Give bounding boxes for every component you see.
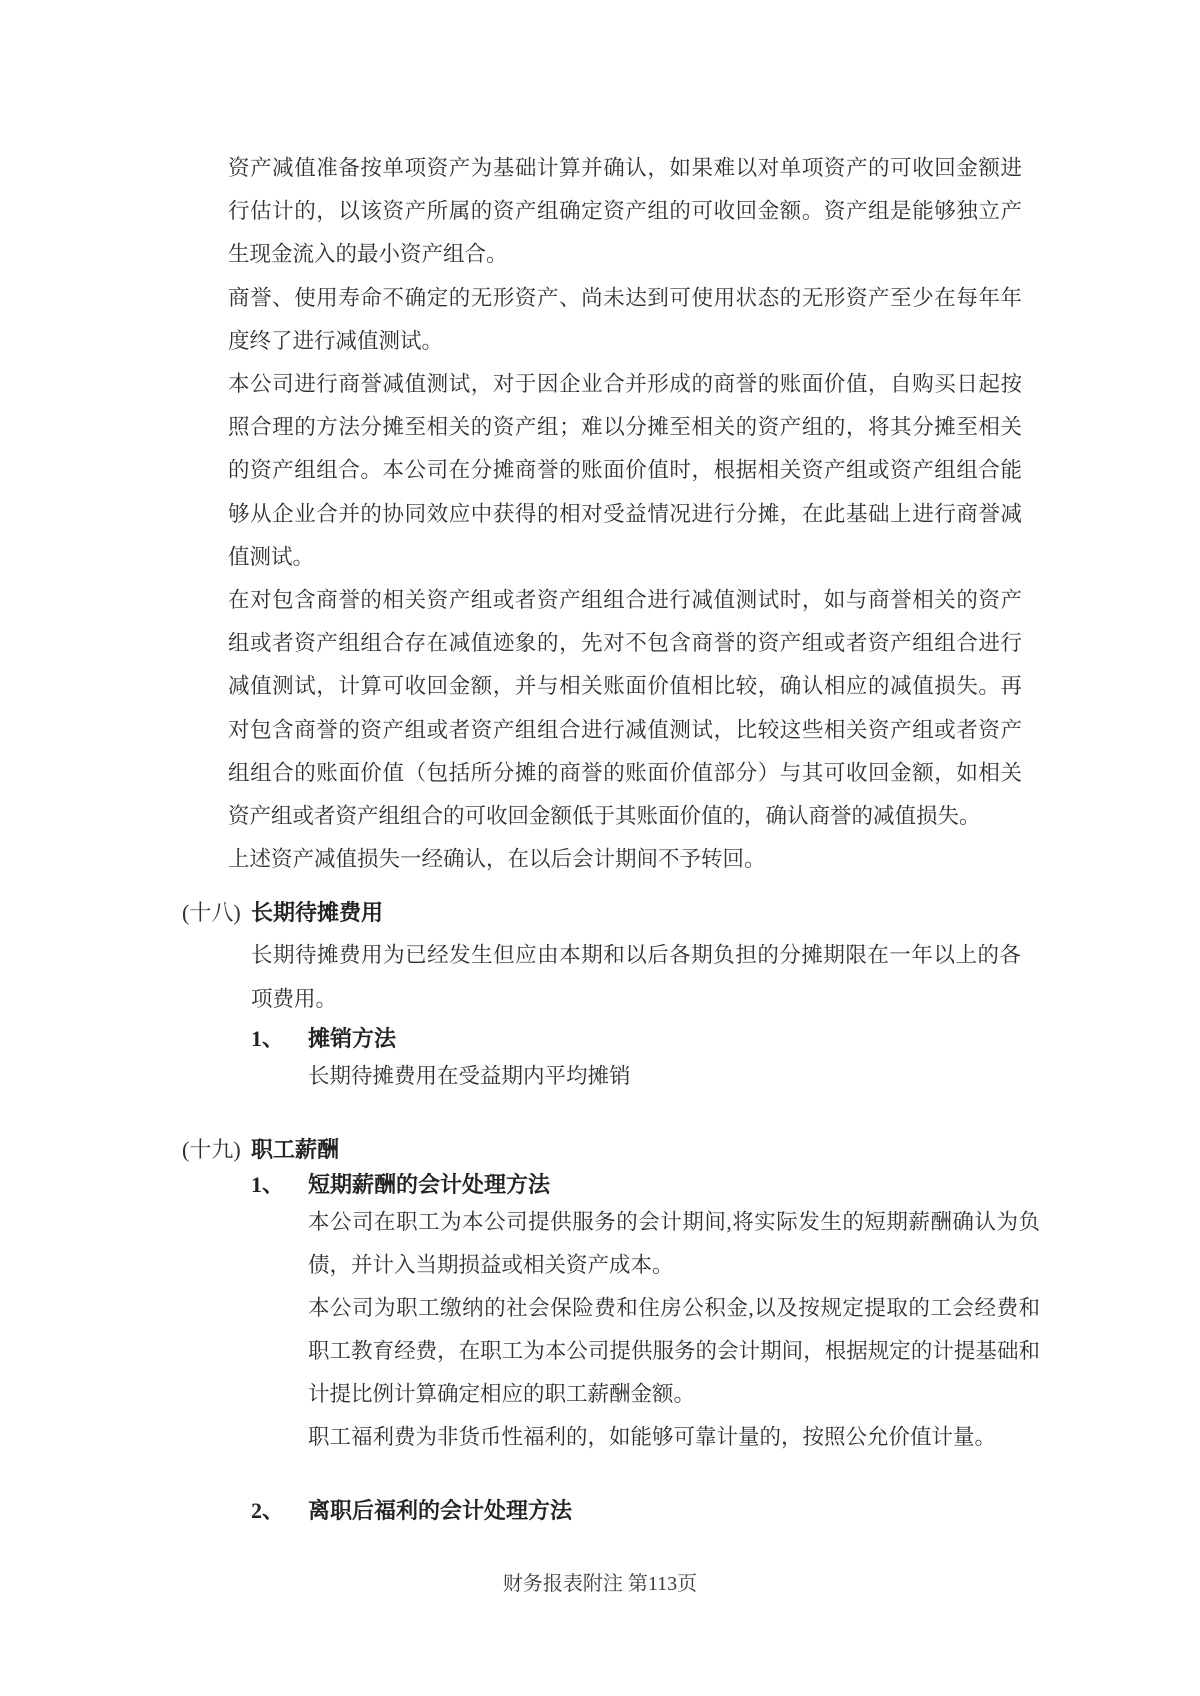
- item-short-term-compensation: [251, 1169, 1200, 1459]
- item-heading: [251, 1023, 1200, 1055]
- item-post-employment-benefits: [251, 1495, 1200, 1527]
- item-heading: [251, 1495, 1200, 1527]
- impairment-paragraphs: [228, 147, 1022, 881]
- item-body: [308, 1055, 1040, 1098]
- item-title: 离职后福利的会计处理方法: [308, 1497, 573, 1523]
- paragraph-short-term-recognition: 本公司在职工为本公司提供服务的会计期间,将实际发生的短期薪酬确认为负债，并计入当期损益或相关资产成本。: [308, 1209, 1040, 1277]
- paragraph-goodwill-annual-test: 商誉、使用寿命不确定的无形资产、尚未达到可使用状态的无形资产至少在每年年度终了进行减值测试。: [228, 285, 1022, 353]
- item-amortization-method: [251, 1023, 1200, 1098]
- section-body: [251, 934, 1021, 1020]
- item-number: 2、: [251, 1497, 285, 1523]
- paragraph-deferred-expense-definition: 长期待摊费用为已经发生但应由本期和以后各期负担的分摊期限在一年以上的各项费用。: [251, 943, 1021, 1011]
- item-heading: [251, 1169, 1200, 1201]
- section-employee-compensation: [182, 1133, 1200, 1527]
- footer-text: 财务报表附注 第113页: [502, 1573, 698, 1595]
- section-heading: [182, 1133, 1200, 1167]
- item-title: 摊销方法: [308, 1025, 397, 1051]
- paragraph-social-insurance: 本公司为职工缴纳的社会保险费和住房公积金,以及按规定提取的工会经费和职工教育经费，在职工为本公司提供服务的会计期间，根据规定的计提基础和计提比例计算确定相应的职工薪酬金额。: [308, 1295, 1040, 1406]
- section-heading: [182, 896, 1200, 930]
- page-footer: [0, 1570, 1200, 1598]
- paragraph-amortization-rule: 长期待摊费用在受益期内平均摊销: [308, 1063, 631, 1088]
- section-number: (十八): [182, 900, 241, 926]
- section-title: 长期待摊费用: [251, 900, 384, 926]
- section-long-term-deferred-expenses: [182, 896, 1200, 1097]
- paragraph-no-reversal: 上述资产减值损失一经确认，在以后会计期间不予转回。: [228, 847, 766, 872]
- paragraph-goodwill-test-procedure: 在对包含商誉的相关资产组或者资产组组合进行减值测试时，如与商誉相关的资产组或者资产组组合存在减值迹象的，先对不包含商誉的资产组或者资产组组合进行减值测试，计算可收回金额，并与相关账面价值相比较，确认相应的减值损失。再对包含商誉的资产组或者资产组组合进行减值测试，比较这些相关资产组或者资产组组合的账面价值（包括所分摊的商誉的账面价值部分）与其可收回金额，如相关资产组或者资产组组合的可收回金额低于其账面价值的，确认商誉的减值损失。: [228, 588, 1022, 829]
- section-title: 职工薪酬: [251, 1136, 340, 1162]
- paragraph-nonmonetary-welfare: 职工福利费为非货币性福利的，如能够可靠计量的，按照公允价值计量。: [308, 1424, 997, 1449]
- item-title: 短期薪酬的会计处理方法: [308, 1171, 551, 1197]
- paragraph-goodwill-allocation: 本公司进行商誉减值测试，对于因企业合并形成的商誉的账面价值，自购买日起按照合理的方法分摊至相关的资产组；难以分摊至相关的资产组的，将其分摊至相关的资产组组合。本公司在分摊商誉的账面价值时，根据相关资产组或资产组组合能够从企业合并的协同效应中获得的相对受益情况进行分摊，在此基础上进行商誉减值测试。: [228, 372, 1022, 569]
- paragraph-impairment-basis: 资产减值准备按单项资产为基础计算并确认，如果难以对单项资产的可收回金额进行估计的，以该资产所属的资产组确定资产组的可收回金额。资产组是能够独立产生现金流入的最小资产组合。: [228, 156, 1022, 267]
- item-number: 1、: [251, 1171, 285, 1197]
- section-number: (十九): [182, 1136, 241, 1162]
- item-body: [308, 1201, 1040, 1459]
- item-number: 1、: [251, 1025, 285, 1051]
